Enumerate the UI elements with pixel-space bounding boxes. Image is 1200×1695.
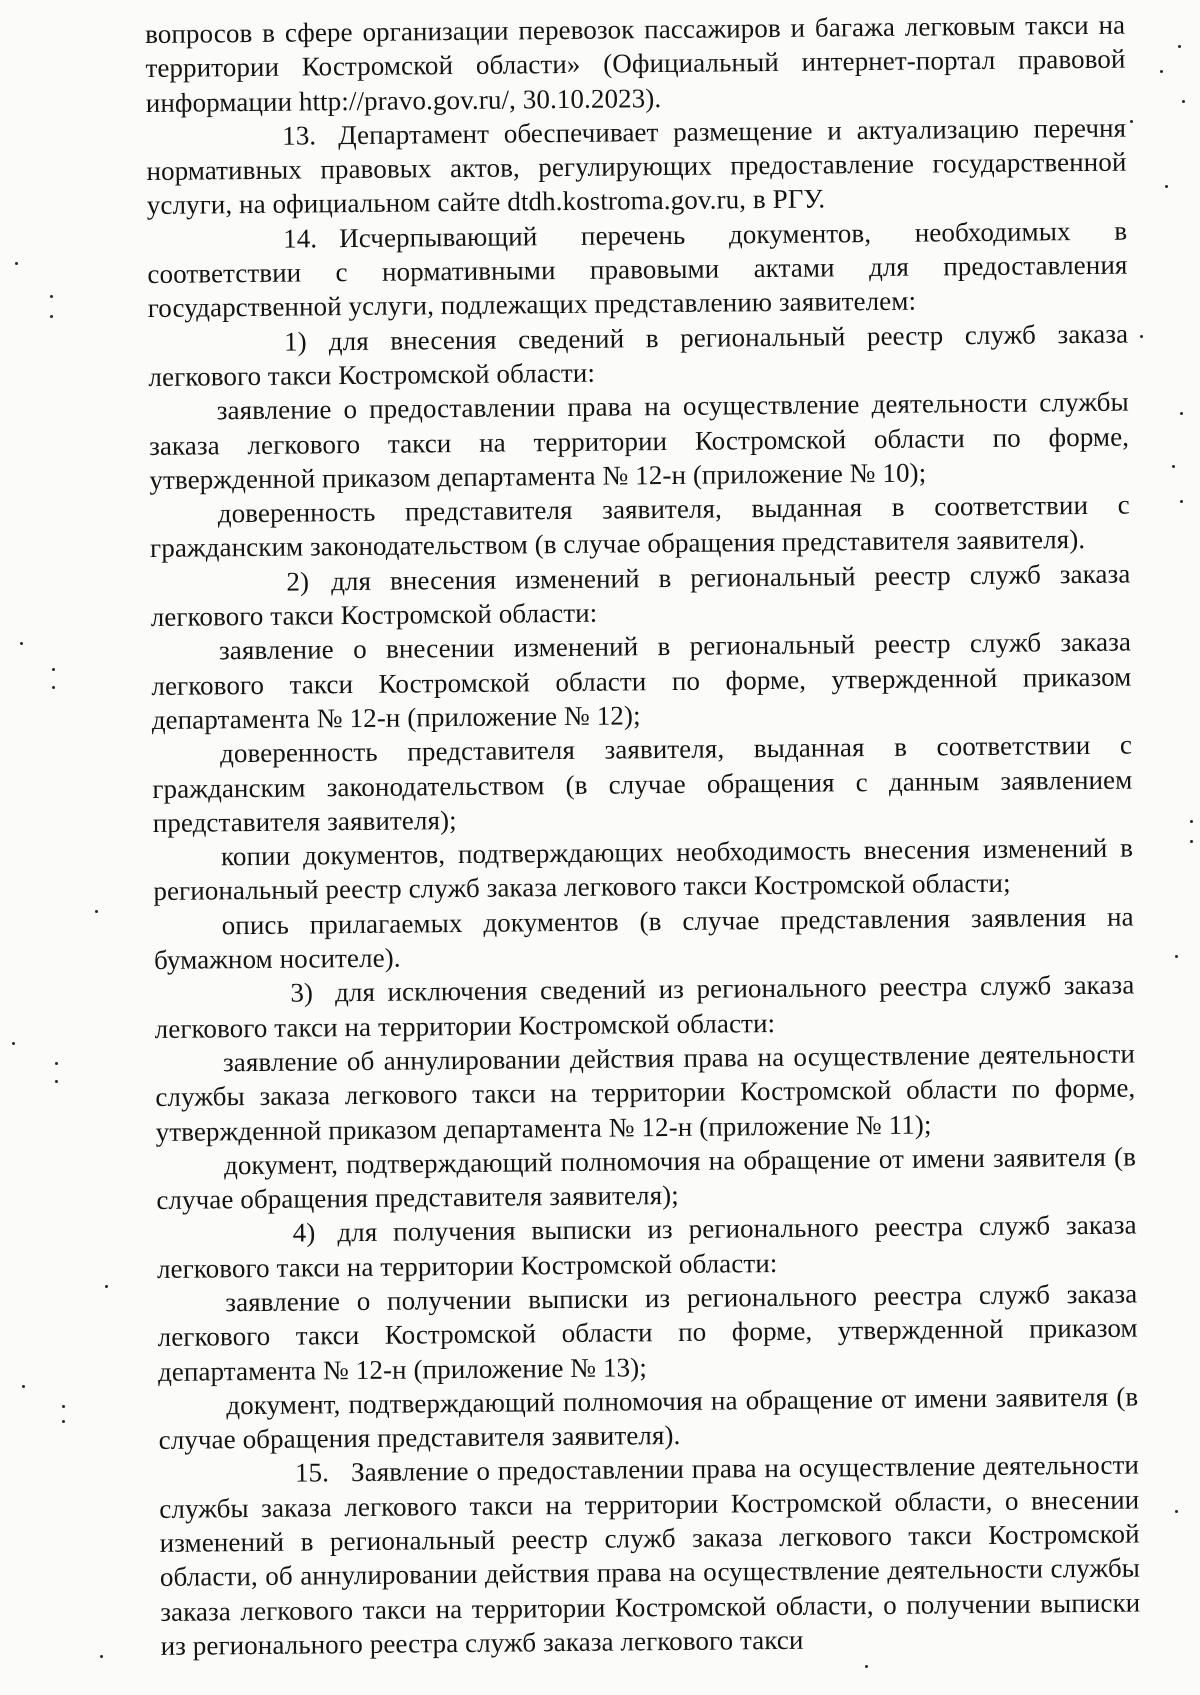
scan-speck (865, 1665, 868, 1668)
paragraph-text: Заявление о предоставлении права на осуществление деятельности службы заказа легкового такси на территории Костромской области, о внесении изменений в региональный реестр служб заказа легкового такси Костромской области, об аннулировании действия права на осуществление деятельности службы заказа легкового такси на территории Костромской области, о получении выписки из регионального реестра служб заказа легкового такси (159, 1449, 1141, 1661)
subitem-number: 1) (283, 326, 307, 357)
list-item (156, 1139, 1137, 1217)
list-item (150, 488, 1131, 566)
list-item (157, 1277, 1138, 1389)
list-item-text: заявление о внесении изменений в региональный реестр служб заказа легкового такси Костромской области по форме, утвержденной приказом департамента № 12-н (приложение № 12); (151, 626, 1132, 735)
list-item-text: копии документов, подтверждающих необходимость внесения изменений в региональный реестр служб заказа легкового такси Костромской области; (153, 832, 1134, 907)
subitem-text: для получения выписки из регионального реестра служб заказа легкового такси на территории Костромской области: (156, 1209, 1137, 1284)
paragraph-13 (146, 110, 1127, 222)
paragraph-14 (147, 213, 1128, 325)
scan-speck (55, 1080, 58, 1083)
list-item (155, 1036, 1136, 1148)
paragraph-continuation (145, 8, 1126, 120)
subitem-number: 2) (286, 566, 310, 597)
scan-speck (15, 262, 18, 265)
subitem-number: 3) (290, 977, 314, 1008)
list-item-text: документ, подтверждающий полномочия на обращение от имени заявителя (в случае обращения представителя заявителя); (156, 1141, 1137, 1216)
scan-speck (1140, 335, 1143, 338)
list-item-text: документ, подтверждающий полномочия на обращение от имени заявителя (в случае обращения представителя заявителя). (158, 1381, 1139, 1456)
scan-speck (1172, 465, 1175, 468)
subitem-text: для исключения сведений из регионального реестра служб заказа легкового такси на территории Костромской области: (154, 969, 1135, 1044)
scan-speck (52, 668, 55, 671)
scan-speck (105, 1285, 108, 1288)
paragraph-15 (159, 1448, 1141, 1663)
list-item (149, 385, 1130, 497)
paragraph-number: 13. (282, 120, 317, 151)
scan-speck (1180, 412, 1183, 415)
scan-speck (62, 1405, 65, 1408)
scan-speck (50, 295, 53, 298)
scan-speck (1182, 100, 1185, 103)
paragraph-number: 15. (294, 1457, 330, 1489)
scan-speck (20, 642, 23, 645)
scan-speck (22, 1385, 25, 1388)
scan-speck (1160, 70, 1163, 73)
scan-speck (1178, 45, 1181, 48)
subitem-2 (150, 556, 1131, 634)
scan-speck (1175, 1510, 1178, 1513)
scan-speck (1175, 955, 1178, 958)
list-item (152, 728, 1133, 840)
list-item (153, 831, 1134, 909)
paragraph-text: Департамент обеспечивает размещение и актуализацию перечня нормативных правовых актов, регулирующих предоставление государственной услуги, на официальном сайте dtdh.kostroma.gov.ru, в РГУ. (146, 112, 1127, 221)
list-item-text: заявление о предоставлении права на осуществление деятельности службы заказа легкового такси на территории Костромской области по форме, утвержденной приказом департамента № 12-н (приложение № 10); (148, 386, 1130, 495)
paragraph-text: Исчерпывающий перечень документов, необходимых в соответствии с нормативными правовыми актами для предоставления государственной услуги, подлежащих представлению заявителем: (147, 215, 1128, 324)
scan-speck (1190, 820, 1193, 823)
list-item (158, 1379, 1139, 1457)
scan-speck (95, 910, 98, 913)
list-item-text: доверенность представителя заявителя, выданная в соответствии с гражданским законодательством (в случае обращения представителя заявителя). (149, 489, 1130, 564)
paragraph-number: 14. (282, 223, 318, 254)
list-item-text: доверенность представителя заявителя, выданная в соответствии с гражданским законодательством (в случае обращения с данным заявлением представителя заявителя); (152, 729, 1133, 838)
scan-speck (62, 1420, 65, 1423)
list-item-text: опись прилагаемых документов (в случае представления заявления на бумажном носителе). (153, 901, 1134, 975)
paragraph-text: вопросов в сфере организации перевозок пассажиров и багажа легковым такси на территории Костромской области» (Официальный интернет-портал правовой информации http://pravo.gov.ru/, 30.10.2023). (145, 9, 1126, 118)
subitem-text: для внесения изменений в региональный реестр служб заказа легкового такси Костромской области: (150, 558, 1131, 633)
scan-speck (100, 1655, 103, 1658)
scan-speck (12, 1042, 15, 1045)
subitem-4 (157, 1208, 1138, 1286)
scan-speck (55, 1062, 58, 1065)
list-item (151, 625, 1132, 737)
scan-speck (52, 686, 55, 689)
document-body (145, 8, 1141, 1664)
list-item-text: заявление об аннулировании действия права на осуществление деятельности службы заказа легкового такси на территории Костромской области по форме, утвержденной приказом департамента № 12-н (приложение № 11); (155, 1038, 1136, 1147)
subitem-1 (148, 316, 1129, 394)
scan-speck (1165, 185, 1168, 188)
list-item-text: заявление о получении выписки из регионального реестра служб заказа легкового такси Костромской области по форме, утвержденной приказом департамента № 12-н (приложение № 13); (157, 1278, 1138, 1387)
subitem-3 (154, 968, 1135, 1046)
scan-speck (50, 315, 53, 318)
scan-speck (1130, 120, 1133, 123)
subitem-number: 4) (292, 1217, 316, 1249)
subitem-text: для внесения сведений в региональный реестр служб заказа легкового такси Костромской области: (148, 318, 1129, 392)
scan-speck (1180, 500, 1183, 503)
scan-speck (1190, 840, 1193, 843)
list-item (154, 899, 1135, 977)
